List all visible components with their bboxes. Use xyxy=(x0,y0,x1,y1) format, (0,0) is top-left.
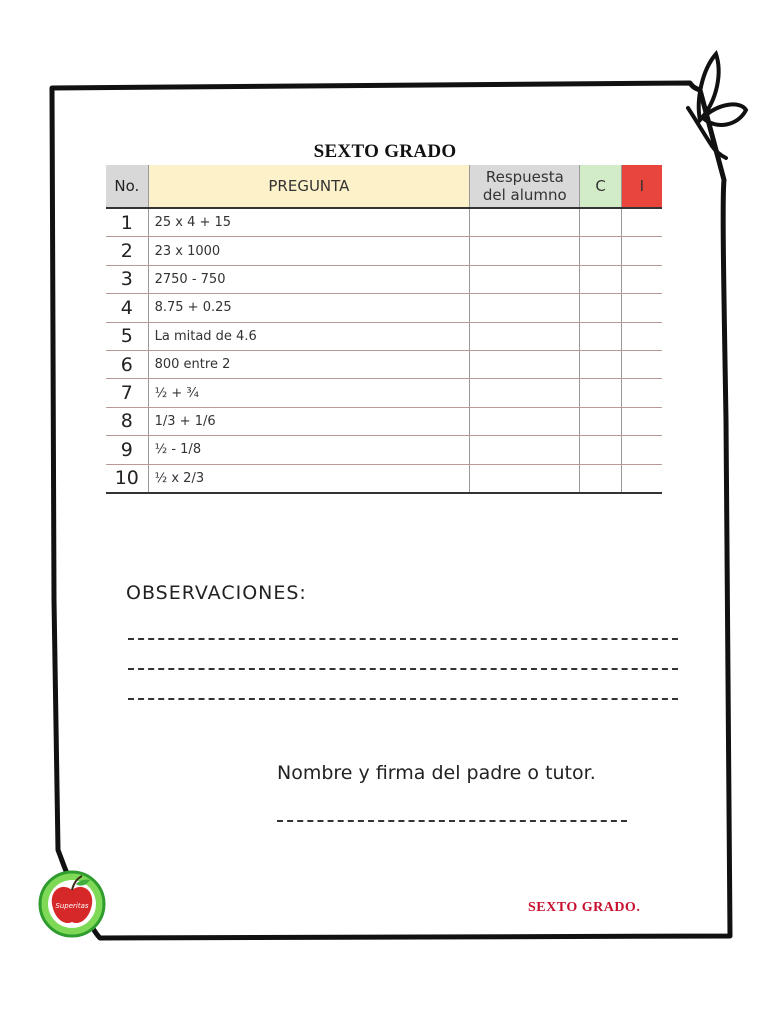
table-row xyxy=(106,322,662,350)
row-incorrect-cell[interactable] xyxy=(621,294,662,322)
row-number: 7 xyxy=(106,379,148,407)
row-correct-cell[interactable] xyxy=(580,322,621,350)
row-correct-cell[interactable] xyxy=(580,407,621,435)
row-answer-cell[interactable] xyxy=(470,237,580,265)
row-number: 10 xyxy=(106,464,148,493)
table-row xyxy=(106,265,662,293)
header-answer-line1: Respuesta xyxy=(485,168,564,186)
row-number: 8 xyxy=(106,407,148,435)
row-question: 1/3 + 1/6 xyxy=(148,407,470,435)
row-number: 4 xyxy=(106,294,148,322)
table-row xyxy=(106,436,662,464)
row-number: 6 xyxy=(106,350,148,378)
row-number: 9 xyxy=(106,436,148,464)
row-question: ½ x 2/3 xyxy=(148,464,470,493)
row-incorrect-cell[interactable] xyxy=(621,208,662,237)
row-correct-cell[interactable] xyxy=(580,294,621,322)
footer-grade-label: SEXTO GRADO. xyxy=(528,900,641,915)
row-number: 1 xyxy=(106,208,148,237)
row-incorrect-cell[interactable] xyxy=(621,237,662,265)
header-correct: C xyxy=(580,165,621,208)
row-question: 25 x 4 + 15 xyxy=(148,208,470,237)
row-incorrect-cell[interactable] xyxy=(621,407,662,435)
row-question: 2750 - 750 xyxy=(148,265,470,293)
observations-line[interactable] xyxy=(128,638,678,640)
row-correct-cell[interactable] xyxy=(580,208,621,237)
header-answer-line2: del alumno xyxy=(482,186,567,204)
table-row xyxy=(106,294,662,322)
row-number: 5 xyxy=(106,322,148,350)
row-correct-cell[interactable] xyxy=(580,237,621,265)
row-answer-cell[interactable] xyxy=(470,350,580,378)
row-answer-cell[interactable] xyxy=(470,407,580,435)
row-question: 23 x 1000 xyxy=(148,237,470,265)
leaf-decoration-icon xyxy=(688,54,746,158)
table-row xyxy=(106,350,662,378)
observations-line[interactable] xyxy=(128,668,678,670)
table-row xyxy=(106,237,662,265)
table-row xyxy=(106,379,662,407)
table-row xyxy=(106,208,662,237)
row-question: 8.75 + 0.25 xyxy=(148,294,470,322)
observations-label: OBSERVACIONES: xyxy=(126,582,307,604)
row-correct-cell[interactable] xyxy=(580,350,621,378)
svg-text:Superitas: Superitas xyxy=(55,902,89,910)
row-answer-cell[interactable] xyxy=(470,379,580,407)
row-correct-cell[interactable] xyxy=(580,464,621,493)
row-question: ½ + ¾ xyxy=(148,379,470,407)
row-incorrect-cell[interactable] xyxy=(621,464,662,493)
row-incorrect-cell[interactable] xyxy=(621,379,662,407)
table-header-row xyxy=(106,165,662,208)
header-incorrect: I xyxy=(621,165,662,208)
row-answer-cell[interactable] xyxy=(470,208,580,237)
row-incorrect-cell[interactable] xyxy=(621,322,662,350)
header-no: No. xyxy=(106,165,148,208)
row-incorrect-cell[interactable] xyxy=(621,265,662,293)
header-answer xyxy=(470,165,580,208)
row-correct-cell[interactable] xyxy=(580,436,621,464)
row-question: La mitad de 4.6 xyxy=(148,322,470,350)
worksheet-title: SEXTO GRADO xyxy=(313,141,457,162)
row-question: 800 entre 2 xyxy=(148,350,470,378)
observations-line[interactable] xyxy=(128,698,678,700)
row-answer-cell[interactable] xyxy=(470,322,580,350)
row-number: 3 xyxy=(106,265,148,293)
row-correct-cell[interactable] xyxy=(580,265,621,293)
row-answer-cell[interactable] xyxy=(470,265,580,293)
signature-label: Nombre y firma del padre o tutor. xyxy=(277,762,596,784)
row-incorrect-cell[interactable] xyxy=(621,436,662,464)
row-question: ½ - 1/8 xyxy=(148,436,470,464)
question-table xyxy=(106,165,662,494)
row-answer-cell[interactable] xyxy=(470,464,580,493)
row-answer-cell[interactable] xyxy=(470,436,580,464)
row-answer-cell[interactable] xyxy=(470,294,580,322)
row-correct-cell[interactable] xyxy=(580,379,621,407)
table-row xyxy=(106,407,662,435)
header-question: PREGUNTA xyxy=(148,165,470,208)
row-incorrect-cell[interactable] xyxy=(621,350,662,378)
apple-logo-icon xyxy=(34,868,114,938)
table-row xyxy=(106,464,662,493)
signature-line[interactable] xyxy=(277,820,627,822)
row-number: 2 xyxy=(106,237,148,265)
